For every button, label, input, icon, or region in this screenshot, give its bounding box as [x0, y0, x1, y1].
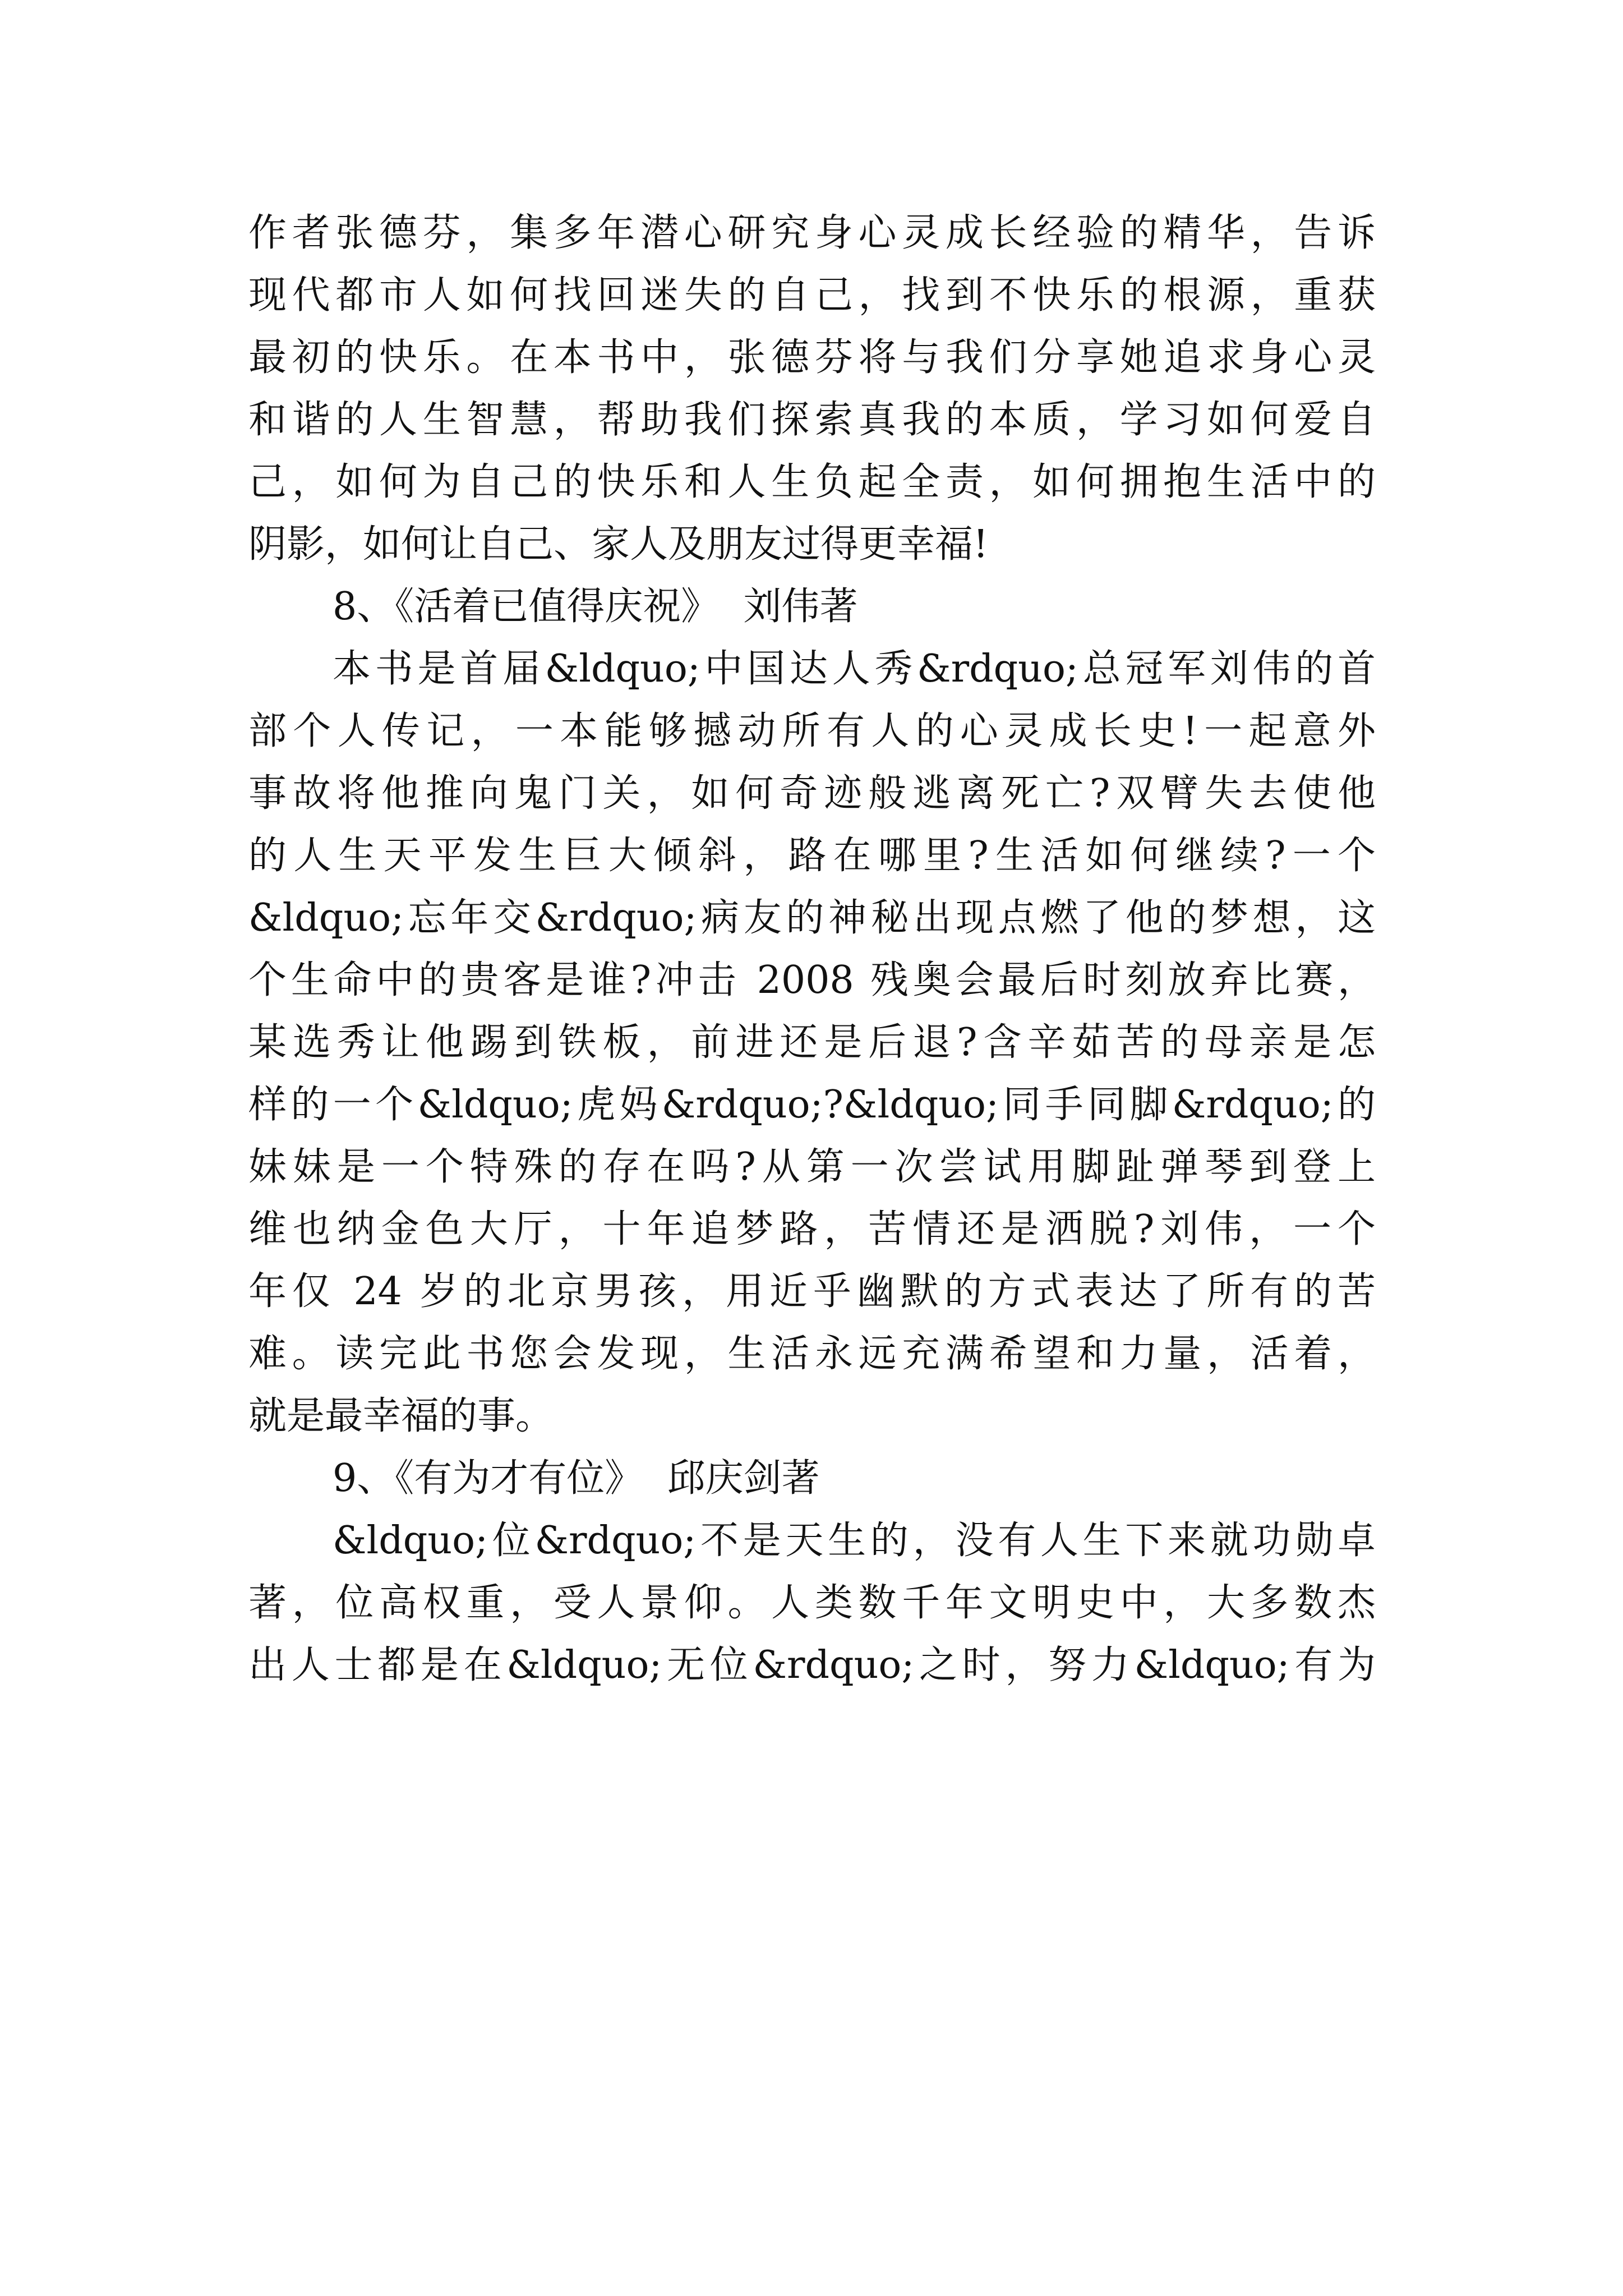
text-line: 的人生天平发生巨大倾斜，路在哪里?生活如何继续?一个	[248, 834, 1376, 878]
text-line: 事故将他推向鬼门关，如何奇迹般逃离死亡?双臂失去使他	[248, 771, 1376, 816]
text-line: &ldquo;位&rdquo;不是天生的，没有人生下来就功勋卓	[333, 1519, 1376, 1563]
text-line: 就是最幸福的事。	[248, 1394, 554, 1438]
text-line: 现代都市人如何找回迷失的自己，找到不快乐的根源，重获	[248, 273, 1376, 318]
text-line: 某选秀让他踢到铁板，前进还是后退?含辛茹苦的母亲是怎	[248, 1020, 1376, 1065]
text-line: 著，位高权重，受人景仰。人类数千年文明史中，大多数杰	[248, 1581, 1376, 1625]
text-line: 最初的快乐。在本书中，张德芬将与我们分享她追求身心灵	[248, 335, 1376, 380]
text-line: 己，如何为自己的快乐和人生负起全责，如何拥抱生活中的	[248, 460, 1376, 504]
book-heading: 9、《有为才有位》 邱庆剑著	[333, 1456, 820, 1501]
text-line: 出人士都是在&ldquo;无位&rdquo;之时，努力&ldquo;有为	[248, 1643, 1376, 1687]
text-line: 本书是首届&ldquo;中国达人秀&rdquo;总冠军刘伟的首	[333, 647, 1376, 691]
text-line: 样的一个&ldquo;虎妈&rdquo;?&ldquo;同手同脚&rdquo;的	[248, 1083, 1376, 1127]
text-line: 阴影，如何让自己、家人及朋友过得更幸福!	[248, 522, 989, 567]
book-heading: 8、《活着已值得庆祝》 刘伟著	[333, 585, 858, 629]
text-line: 个生命中的贵客是谁?冲击 2008 残奥会最后时刻放弃比赛，	[248, 958, 1376, 1002]
text-line: 难。读完此书您会发现，生活永远充满希望和力量，活着，	[248, 1332, 1376, 1376]
text-line: 作者张德芬，集多年潜心研究身心灵成长经验的精华，告诉	[248, 211, 1376, 255]
text-line: 妹妹是一个特殊的存在吗?从第一次尝试用脚趾弹琴到登上	[248, 1145, 1376, 1189]
document-text	[248, 202, 1376, 1696]
text-line: &ldquo;忘年交&rdquo;病友的神秘出现点燃了他的梦想，这	[248, 896, 1376, 940]
text-line: 部个人传记，一本能够撼动所有人的心灵成长史!一起意外	[248, 709, 1376, 753]
text-line: 维也纳金色大厅，十年追梦路，苦情还是洒脱?刘伟，一个	[248, 1207, 1376, 1251]
text-line: 和谐的人生智慧，帮助我们探索真我的本质，学习如何爱自	[248, 398, 1376, 442]
text-line: 年仅 24 岁的北京男孩，用近乎幽默的方式表达了所有的苦	[248, 1269, 1376, 1314]
